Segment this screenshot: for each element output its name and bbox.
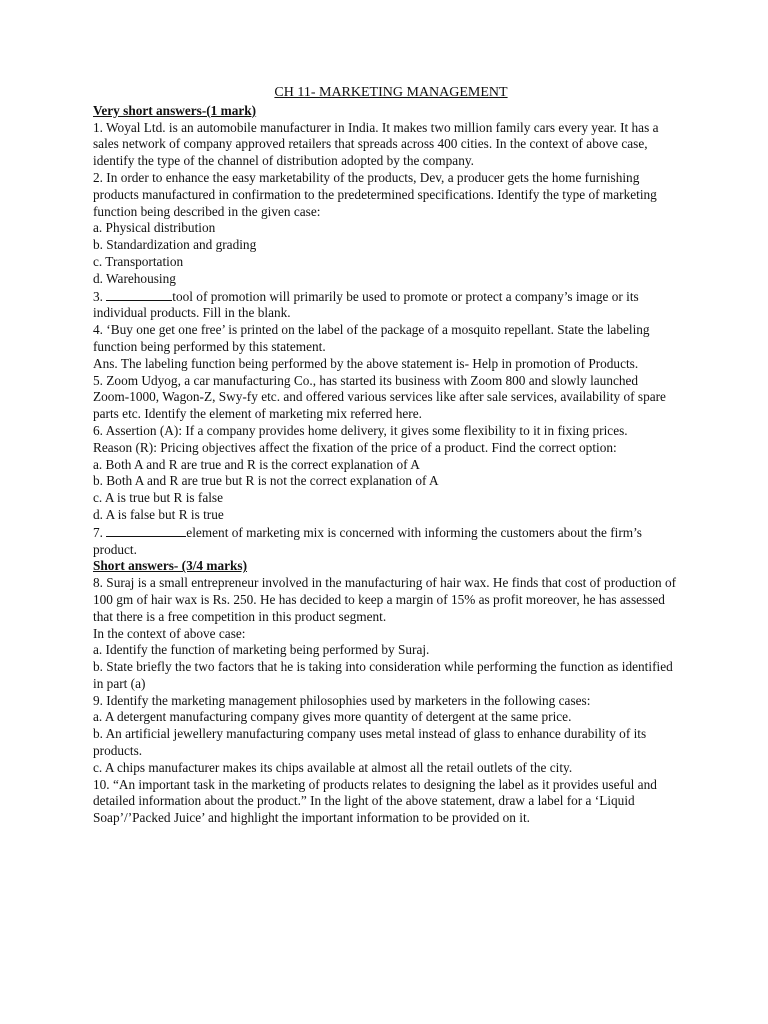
document-page bbox=[93, 85, 677, 827]
chapter-title: CH 11- MARKETING MANAGEMENT bbox=[274, 85, 508, 100]
question-2-option-a: a. Physical distribution bbox=[93, 220, 216, 236]
fill-in-blank bbox=[106, 524, 186, 537]
question-8: 8. Suraj is a small entrepreneur involved in the manufacturing of hair wax. He finds that cost of production of 100 gm of hair wax is Rs. 250. He has decided to keep a margin of 15% as profit moreover, he has assessed that there is a free competition in this product segment. bbox=[93, 575, 677, 624]
question-9: 9. Identify the marketing management philosophies used by marketers in the following cases: bbox=[93, 692, 591, 708]
question-6-option-b: b. Both A and R are true but R is not the correct explanation of A bbox=[93, 473, 439, 489]
fill-in-blank bbox=[106, 288, 172, 301]
question-8-part-a: a. Identify the function of marketing being performed by Suraj. bbox=[93, 642, 430, 658]
question-10: 10. “An important task in the marketing of products relates to designing the label as it provides useful and detailed information about the product.” In the light of the above statement, draw a label for a ‘Liquid Soap’/’Packed Juice’ and highlight the important information to be provided on it. bbox=[93, 776, 657, 826]
section-heading-short: Short answers- (3/4 marks) bbox=[93, 558, 248, 574]
question-4-answer: Ans. The labeling function being performed by the above statement is- Help in promotion of Products. bbox=[93, 355, 639, 371]
question-3-text: tool of promotion will primarily be used to promote or protect a company’s image or its individual products. Fill in the blank. bbox=[93, 288, 639, 321]
question-3-number: 3. bbox=[93, 288, 107, 304]
section-heading-very-short: Very short answers-(1 mark) bbox=[93, 102, 257, 118]
question-2-option-d: d. Warehousing bbox=[93, 270, 176, 286]
question-6-option-c: c. A is true but R is false bbox=[93, 490, 224, 506]
question-7-number: 7. bbox=[93, 524, 107, 540]
question-2-option-c: c. Transportation bbox=[93, 253, 184, 269]
question-8-context: In the context of above case: bbox=[93, 625, 246, 641]
question-8-part-b: b. State briefly the two factors that he is taking into consideration while performing the function as identified in part (a) bbox=[93, 659, 673, 691]
question-7-text: element of marketing mix is concerned with informing the customers about the firm’s product. bbox=[93, 524, 642, 557]
question-9-case-a: a. A detergent manufacturing company gives more quantity of detergent at the same price. bbox=[93, 709, 572, 725]
question-6-option-d: d. A is false but R is true bbox=[93, 506, 224, 522]
question-1: 1. Woyal Ltd. is an automobile manufacturer in India. It makes two million family cars every year. It has a sales network of company approved retailers that spreads across 400 cities. In the context of above case, identify the type of the channel of distribution adopted by the company. bbox=[93, 119, 659, 169]
question-2: 2. In order to enhance the easy marketability of the products, Dev, a producer gets the home furnishing products manufactured in confirmation to the predetermined specifications. Identify the type of marketing function being described in the given case: bbox=[93, 169, 657, 219]
question-6-option-a: a. Both A and R are true and R is the correct explanation of A bbox=[93, 456, 420, 472]
question-9-case-b: b. An artificial jewellery manufacturing company uses metal instead of glass to enhance durability of its products. bbox=[93, 726, 647, 759]
question-6-reason: Reason (R): Pricing objectives affect the fixation of the price of a product. Find the correct option: bbox=[93, 439, 617, 455]
question-6: 6. Assertion (A): If a company provides home delivery, it gives some flexibility to it in fixing prices. bbox=[93, 422, 628, 438]
question-2-option-b: b. Standardization and grading bbox=[93, 237, 257, 253]
question-5: 5. Zoom Udyog, a car manufacturing Co., has started its business with Zoom 800 and slowly launched Zoom-1000, Wagon-Z, Swy-fy etc. and offered various services like after sale services, availability of spare parts etc. Identify the element of marketing mix referred here. bbox=[93, 372, 666, 422]
question-9-case-c: c. A chips manufacturer makes its chips available at almost all the retail outlets of the city. bbox=[93, 759, 573, 775]
question-4: 4. ‘Buy one get one free’ is printed on the label of the package of a mosquito repellant. State the labeling function being performed by this statement. bbox=[93, 322, 650, 354]
question-3 bbox=[93, 288, 677, 323]
question-7 bbox=[93, 524, 677, 559]
